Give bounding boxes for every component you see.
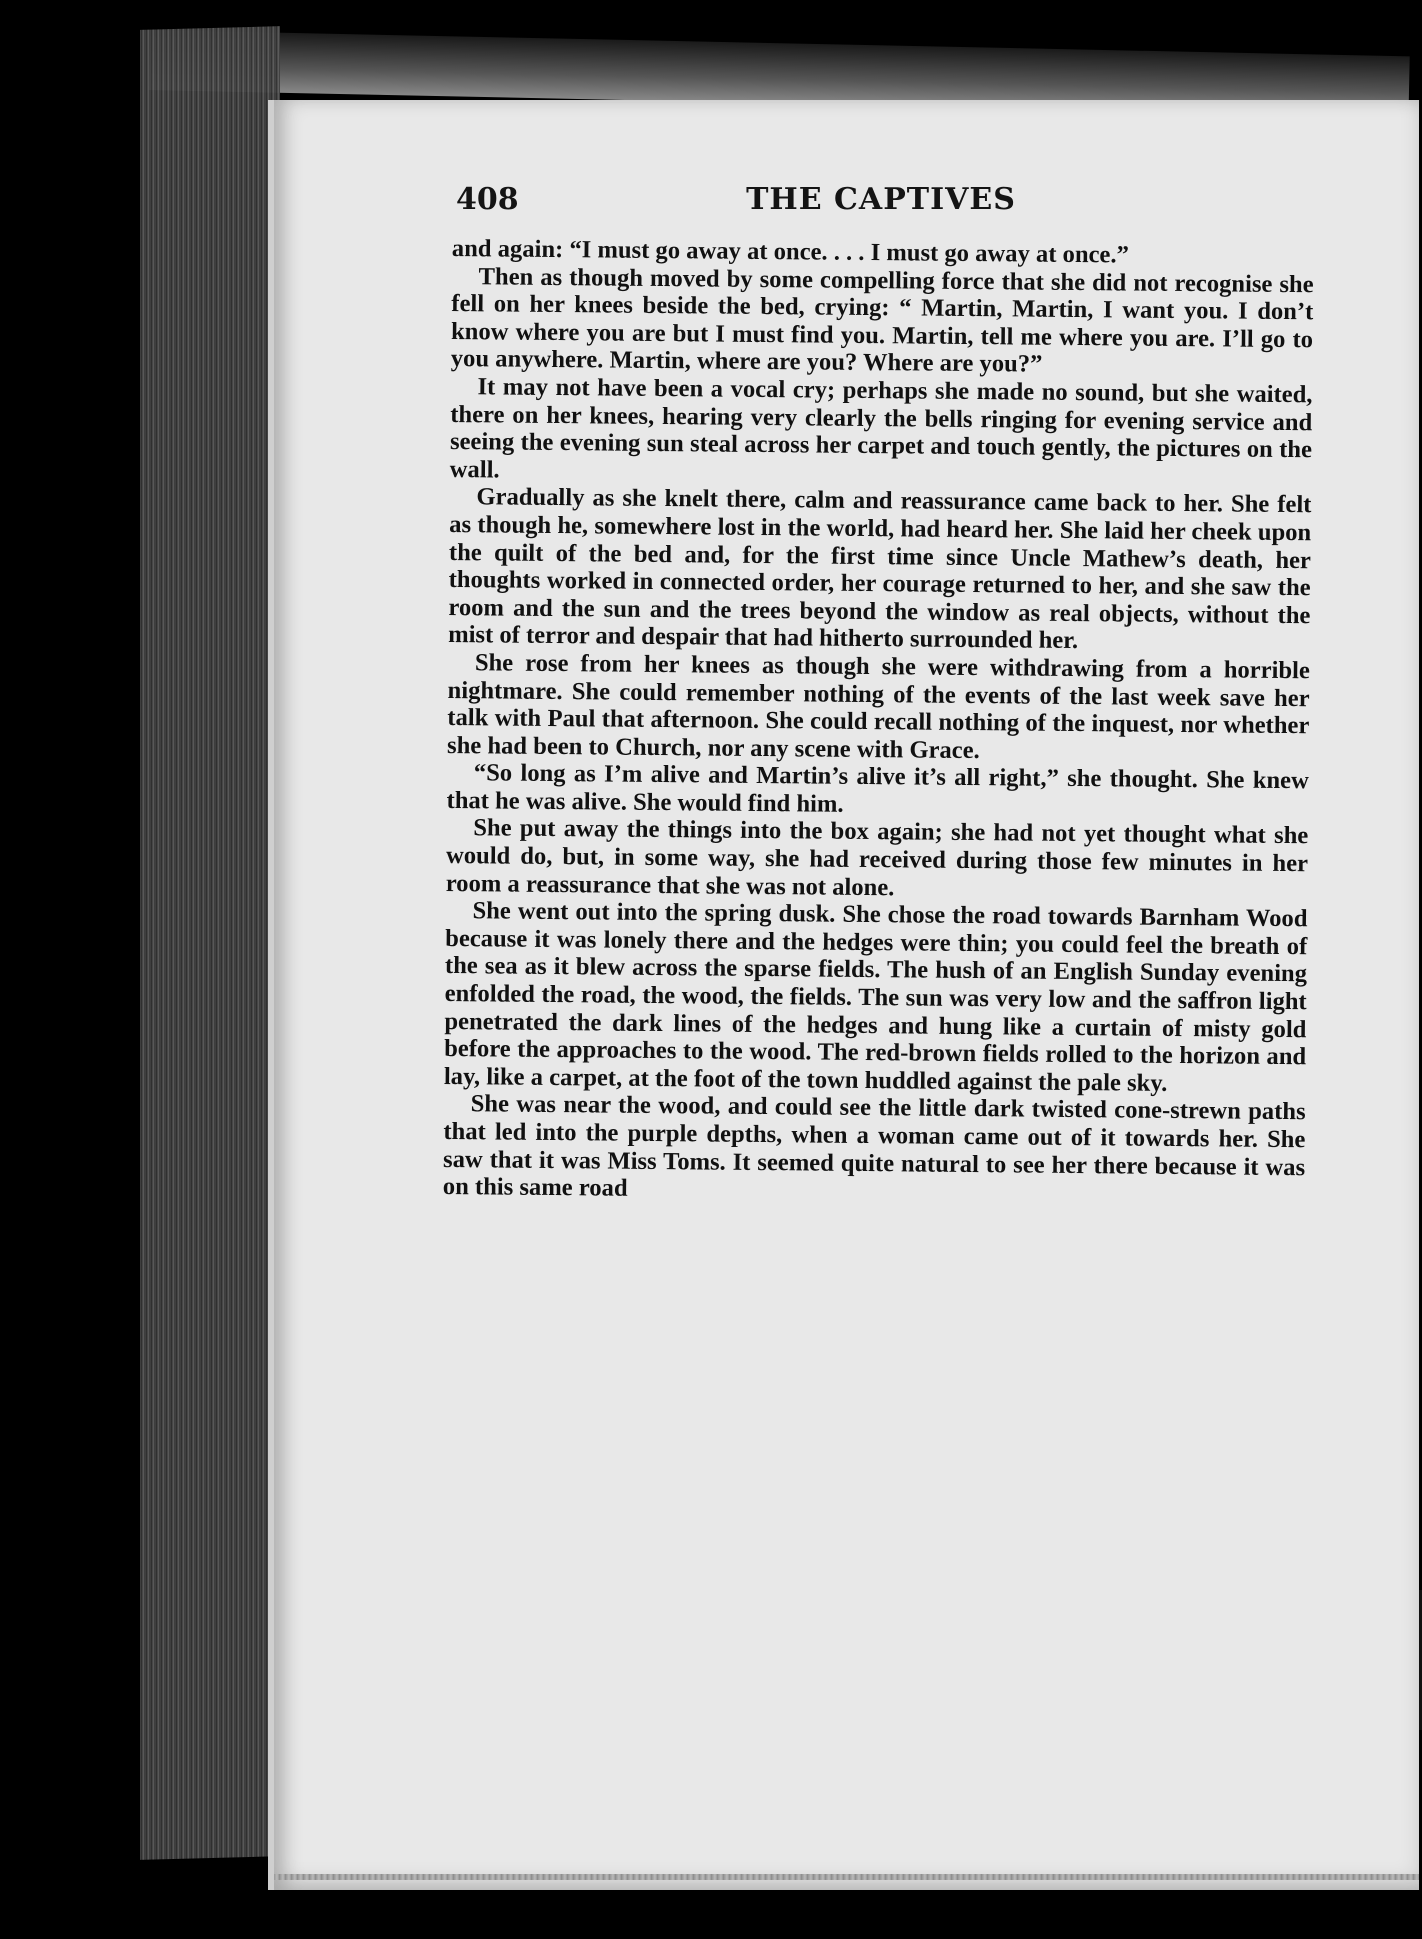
paragraph: Then as though moved by some compelling force that she did not recognise she fell on her knees beside the bed, crying: “ Martin, Martin, I want you. I don’t know where you are but I must find you. Martin, tell me where you are. I’ll go to you anywhere. Martin, where are you? Where are you?” [450,262,1314,379]
paragraph: She rose from her knees as though she were withdrawing from a horrible nightmare. She could remember nothing of the events of the last week save her talk with Paul that afternoon. She could recall nothing of the inquest, nor whether she had been to Church, nor any scene with Grace. [446,649,1310,764]
running-header [456,182,1306,232]
page-bottom-edge [274,1874,1419,1880]
paragraph: It may not have been a vocal cry; perhaps she made no sound, but she waited, there on her knees, hearing very clearly the bells ringing for evening service and seeing the evening sun steal across her carpet and touch gently, the pictures on the wall. [449,373,1313,484]
paragraph: She went out into the spring dusk. She chose the road towards Barnham Wood because it was lonely there and the hedges were thin; you could feel the breath of the sea as it blew across the sparse fields. The hush of an English Sunday evening enfolded the road, the wood, the fields. The sun was very low and the saffron light penetrated the dark lines of the hedges and hung like a curtain of misty gold before the approaches to the wood. The red-brown fields rolled to the horizon and lay, like a carpet, at the foot of the town huddled against the pale sky. [443,897,1308,1097]
body-text [443,235,1314,1209]
book-page-edges [140,26,280,1860]
printed-page [268,100,1419,1890]
paragraph: Gradually as she knelt there, calm and reassurance came back to her. She felt as though he, somewhere lost in the world, had heard her. She laid her cheek upon the quilt of the bed and, for the first time since Uncle Mathew’s death, her thoughts worked in connected order, her courage returned to her, and she saw the room and the sun and the trees beyond the window as real objects, without the mist of terror and despair that had hitherto surrounded her. [448,483,1312,655]
paragraph: and again: “I must go away at once. . . . I must go away at once.” [451,235,1129,269]
page-number: 408 [456,182,519,217]
paragraph: “So long as I’m alive and Martin’s alive it’s all right,” she thought. She knew that he was alive. She would find him. [446,759,1309,818]
paragraph: She was near the wood, and could see the little dark twisted cone-strewn paths that led into the purple depths, when a woman came out of it towards her. She saw that it was Miss Toms. It seemed quite natural to see her there because it was on this same road [442,1090,1306,1202]
paragraph: She put away the things into the box again; she had not yet thought what she would do, but, in some way, she had received during those few minutes in her room a reassurance that she was not alone. [445,814,1309,901]
book-title: THE CAPTIVES [746,182,1016,217]
